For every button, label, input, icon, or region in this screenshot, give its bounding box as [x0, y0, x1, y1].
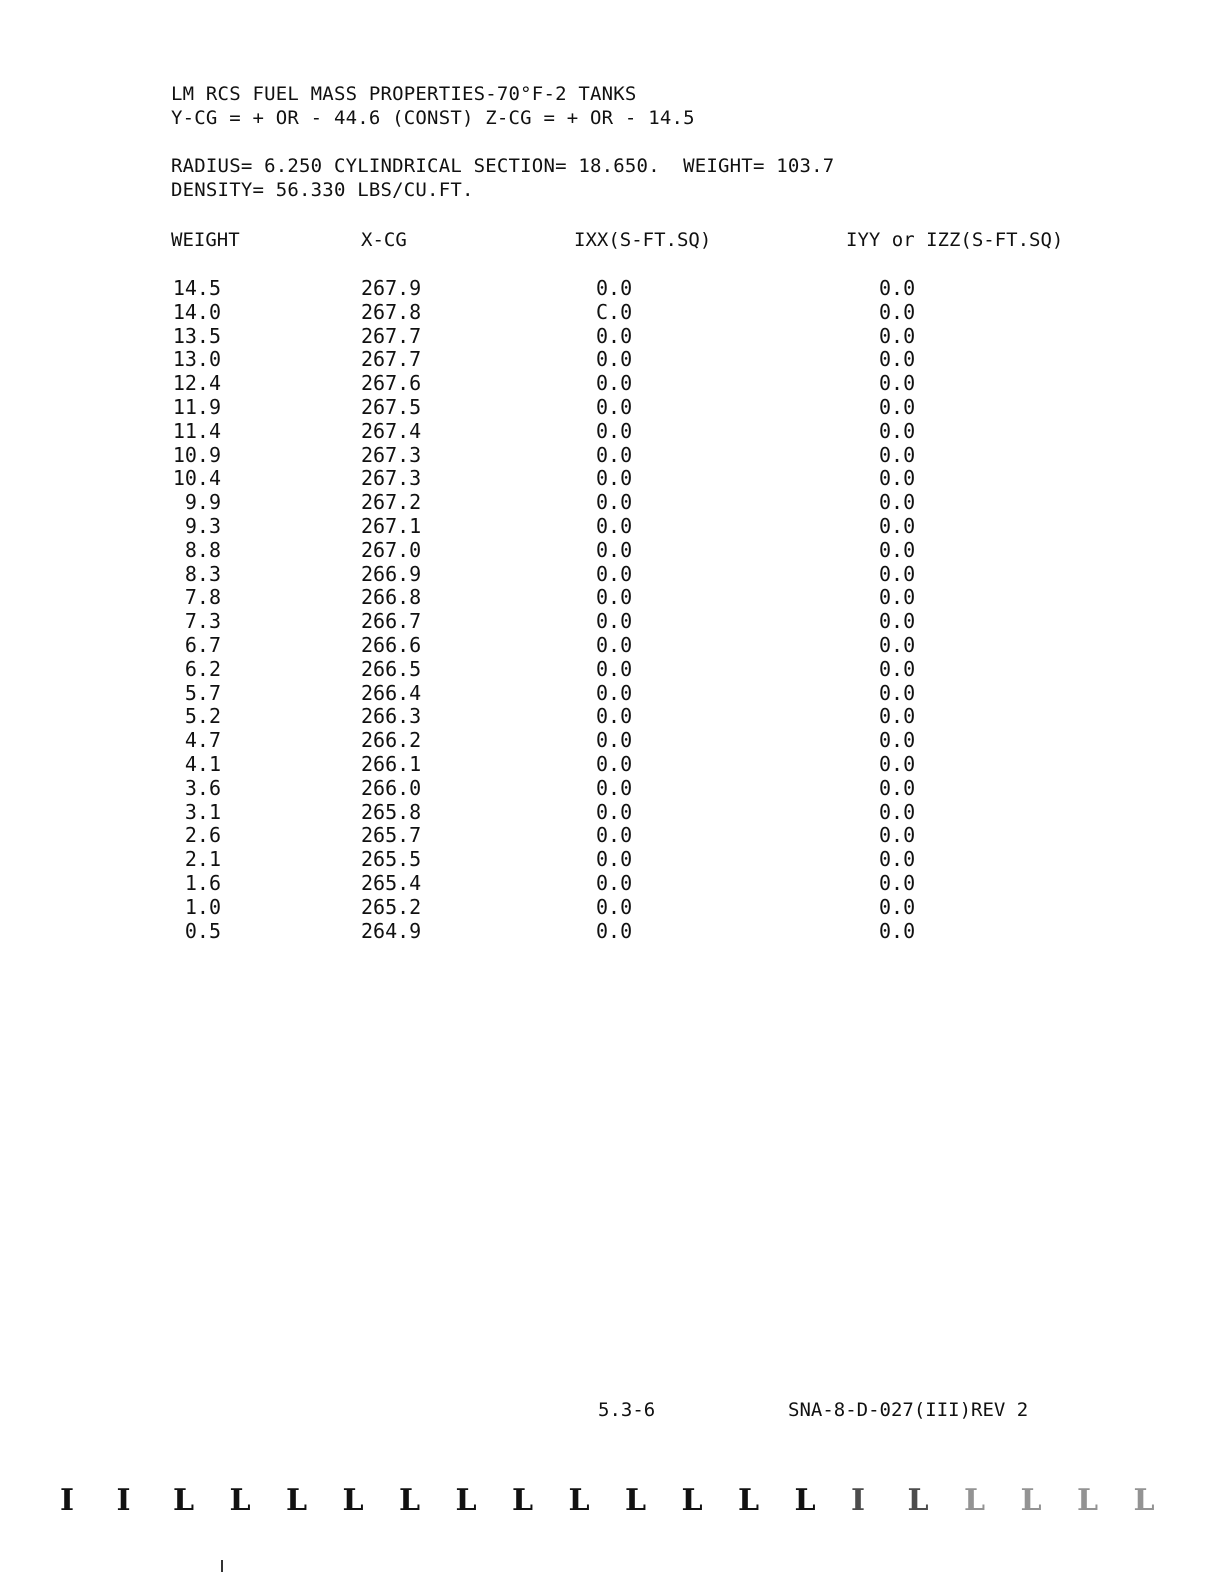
cell-xcg: 267.5	[361, 395, 422, 419]
cell-ixx: 0.0	[596, 537, 633, 562]
cell-ixx: 0.0	[596, 561, 633, 586]
column-header-ixx: IXX(S-FT.SQ)	[574, 229, 712, 251]
cell-xcg: 265.2	[361, 894, 422, 919]
cell-xcg: 267.2	[361, 490, 422, 515]
cell-ixx: 0.0	[596, 871, 633, 895]
cell-ixx: 0.0	[596, 775, 633, 800]
cell-iyy: 0.0	[879, 418, 916, 443]
cell-ixx: 0.0	[596, 418, 633, 443]
cell-xcg: 267.3	[361, 466, 422, 491]
column-header-weight: WEIGHT	[171, 229, 240, 251]
cell-iyy: 0.0	[879, 680, 916, 705]
table-row	[0, 681, 1220, 705]
scan-mark: I	[851, 1483, 866, 1518]
cell-iyy: 0.0	[879, 466, 916, 491]
density-line: DENSITY= 56.330 LBS/CU.FT.	[171, 179, 474, 201]
cell-weight: 11.9	[172, 395, 221, 419]
cell-ixx: 0.0	[596, 680, 633, 705]
cell-iyy: 0.0	[879, 704, 916, 729]
scan-mark: L	[173, 1483, 195, 1518]
cell-iyy: 0.0	[879, 656, 916, 681]
column-header-xcg: X-CG	[361, 229, 407, 251]
title-line: LM RCS FUEL MASS PROPERTIES-70°F-2 TANKS	[171, 83, 637, 105]
cell-iyy: 0.0	[879, 561, 916, 586]
scan-edge-marks	[0, 1484, 1220, 1518]
cell-iyy: 0.0	[879, 585, 916, 610]
cell-iyy: 0.0	[879, 490, 916, 515]
table-row	[0, 895, 1220, 919]
cell-xcg: 267.1	[361, 514, 422, 538]
page-number: 5.3-6	[598, 1399, 656, 1421]
cg-line: Y-CG = + OR - 44.6 (CONST) Z-CG = + OR - 14.5	[171, 107, 695, 129]
cell-iyy: 0.0	[879, 537, 916, 562]
cell-weight: 9.3	[184, 514, 221, 538]
cell-xcg: 267.0	[361, 537, 422, 562]
cell-iyy: 0.0	[879, 847, 916, 872]
cell-ixx: 0.0	[596, 466, 633, 491]
cell-iyy: 0.0	[879, 299, 916, 324]
scan-mark: I	[60, 1483, 75, 1518]
table-row	[0, 871, 1220, 895]
scan-mark: L	[399, 1483, 421, 1518]
table-row	[0, 847, 1220, 871]
cell-xcg: 267.8	[361, 299, 422, 324]
scan-mark: L	[568, 1483, 590, 1518]
cell-weight: 9.9	[184, 490, 221, 515]
table-row	[0, 800, 1220, 824]
table-row	[0, 704, 1220, 728]
cell-xcg: 266.6	[361, 633, 422, 657]
table-row	[0, 919, 1220, 943]
cell-ixx: 0.0	[596, 633, 633, 657]
cell-ixx: 0.0	[596, 442, 633, 467]
cell-iyy: 0.0	[879, 894, 916, 919]
cell-ixx: 0.0	[596, 728, 633, 753]
cell-xcg: 266.5	[361, 656, 422, 681]
cell-xcg: 265.5	[361, 847, 422, 872]
cell-ixx: 0.0	[596, 609, 633, 634]
cell-ixx: 0.0	[596, 347, 633, 372]
scan-mark: L	[342, 1483, 364, 1518]
cell-iyy: 0.0	[879, 871, 916, 895]
cell-ixx: 0.0	[596, 490, 633, 515]
document-id: SNA-8-D-027(III)REV 2	[788, 1399, 1029, 1421]
scan-mark: L	[907, 1483, 929, 1518]
scan-mark: I	[116, 1483, 131, 1518]
cell-weight: 3.1	[184, 799, 221, 824]
cell-ixx: 0.0	[596, 514, 633, 538]
column-header-iyy: IYY or IZZ(S-FT.SQ)	[846, 229, 1064, 251]
cell-iyy: 0.0	[879, 918, 916, 943]
cell-ixx: 0.0	[596, 371, 633, 396]
cell-weight: 2.1	[184, 847, 221, 872]
cell-weight: 2.6	[184, 823, 221, 848]
cell-iyy: 0.0	[879, 347, 916, 372]
cell-weight: 14.5	[172, 276, 221, 300]
table-row	[0, 609, 1220, 633]
cell-ixx: 0.0	[596, 395, 633, 419]
scan-mark: L	[738, 1483, 760, 1518]
cell-ixx: 0.0	[596, 918, 633, 943]
table-row	[0, 276, 1220, 300]
table-row	[0, 300, 1220, 324]
cell-xcg: 266.1	[361, 752, 422, 776]
table-row	[0, 657, 1220, 681]
cell-weight: 1.6	[184, 871, 221, 895]
cell-iyy: 0.0	[879, 728, 916, 753]
cell-weight: 10.4	[172, 466, 221, 491]
scan-mark: L	[512, 1483, 534, 1518]
cell-weight: 5.2	[184, 704, 221, 729]
table-row	[0, 728, 1220, 752]
cell-xcg: 266.8	[361, 585, 422, 610]
cell-iyy: 0.0	[879, 609, 916, 634]
cell-weight: 8.3	[184, 561, 221, 586]
cell-xcg: 266.2	[361, 728, 422, 753]
cell-xcg: 265.8	[361, 799, 422, 824]
cell-weight: 10.9	[172, 442, 221, 467]
cell-iyy: 0.0	[879, 276, 916, 300]
cell-weight: 13.5	[172, 323, 221, 348]
cell-xcg: 264.9	[361, 918, 422, 943]
cell-weight: 7.8	[184, 585, 221, 610]
table-row	[0, 490, 1220, 514]
scan-mark: L	[1020, 1483, 1042, 1518]
cell-weight: 5.7	[184, 680, 221, 705]
cell-weight: 1.0	[184, 894, 221, 919]
table-row	[0, 823, 1220, 847]
cell-ixx: 0.0	[596, 276, 633, 300]
cell-weight: 4.1	[184, 752, 221, 776]
table-row	[0, 776, 1220, 800]
scan-mark: L	[229, 1483, 251, 1518]
cell-weight: 13.0	[172, 347, 221, 372]
table-row	[0, 443, 1220, 467]
scan-mark: L	[681, 1483, 703, 1518]
table-row	[0, 466, 1220, 490]
cell-weight: 6.2	[184, 656, 221, 681]
cell-iyy: 0.0	[879, 823, 916, 848]
cell-ixx: 0.0	[596, 752, 633, 776]
cell-weight: 3.6	[184, 775, 221, 800]
cell-xcg: 267.4	[361, 418, 422, 443]
cell-ixx: 0.0	[596, 823, 633, 848]
cell-ixx: 0.0	[596, 847, 633, 872]
cell-iyy: 0.0	[879, 514, 916, 538]
cell-xcg: 266.7	[361, 609, 422, 634]
scan-mark: L	[455, 1483, 477, 1518]
cell-iyy: 0.0	[879, 442, 916, 467]
cell-weight: 7.3	[184, 609, 221, 634]
cell-iyy: 0.0	[879, 633, 916, 657]
cell-iyy: 0.0	[879, 799, 916, 824]
scan-mark: L	[1077, 1483, 1099, 1518]
table-row	[0, 419, 1220, 443]
cell-weight: 4.7	[184, 728, 221, 753]
table-row	[0, 585, 1220, 609]
cell-iyy: 0.0	[879, 323, 916, 348]
cell-weight: 8.8	[184, 537, 221, 562]
scan-mark: L	[1133, 1483, 1155, 1518]
table-row	[0, 752, 1220, 776]
cell-xcg: 265.7	[361, 823, 422, 848]
cell-weight: 6.7	[184, 633, 221, 657]
table-row	[0, 347, 1220, 371]
cell-weight: 11.4	[172, 418, 221, 443]
cell-weight: 0.5	[184, 918, 221, 943]
cell-ixx: 0.0	[596, 799, 633, 824]
cell-ixx: 0.0	[596, 894, 633, 919]
cell-xcg: 266.4	[361, 680, 422, 705]
cell-xcg: 266.9	[361, 561, 422, 586]
cell-xcg: 266.0	[361, 775, 422, 800]
cell-xcg: 267.7	[361, 347, 422, 372]
table-row	[0, 538, 1220, 562]
cell-ixx: C.0	[596, 299, 633, 324]
cell-xcg: 267.3	[361, 442, 422, 467]
scan-mark: L	[964, 1483, 986, 1518]
cell-xcg: 266.3	[361, 704, 422, 729]
cell-weight: 12.4	[172, 371, 221, 396]
table-row	[0, 514, 1220, 538]
cell-ixx: 0.0	[596, 656, 633, 681]
cell-xcg: 267.9	[361, 276, 422, 300]
cell-iyy: 0.0	[879, 752, 916, 776]
scan-mark: L	[794, 1483, 816, 1518]
scan-artifact	[221, 1560, 223, 1572]
cell-ixx: 0.0	[596, 704, 633, 729]
table-row	[0, 633, 1220, 657]
cell-ixx: 0.0	[596, 323, 633, 348]
table-row	[0, 562, 1220, 586]
cell-xcg: 267.6	[361, 371, 422, 396]
cell-iyy: 0.0	[879, 371, 916, 396]
cell-xcg: 267.7	[361, 323, 422, 348]
cell-weight: 14.0	[172, 299, 221, 324]
table-row	[0, 324, 1220, 348]
table-row	[0, 395, 1220, 419]
table-row	[0, 371, 1220, 395]
cell-iyy: 0.0	[879, 775, 916, 800]
scan-mark: L	[625, 1483, 647, 1518]
cell-xcg: 265.4	[361, 871, 422, 895]
cell-iyy: 0.0	[879, 395, 916, 419]
cell-ixx: 0.0	[596, 585, 633, 610]
radius-line: RADIUS= 6.250 CYLINDRICAL SECTION= 18.650. WEIGHT= 103.7	[171, 155, 835, 177]
scan-mark: L	[286, 1483, 308, 1518]
